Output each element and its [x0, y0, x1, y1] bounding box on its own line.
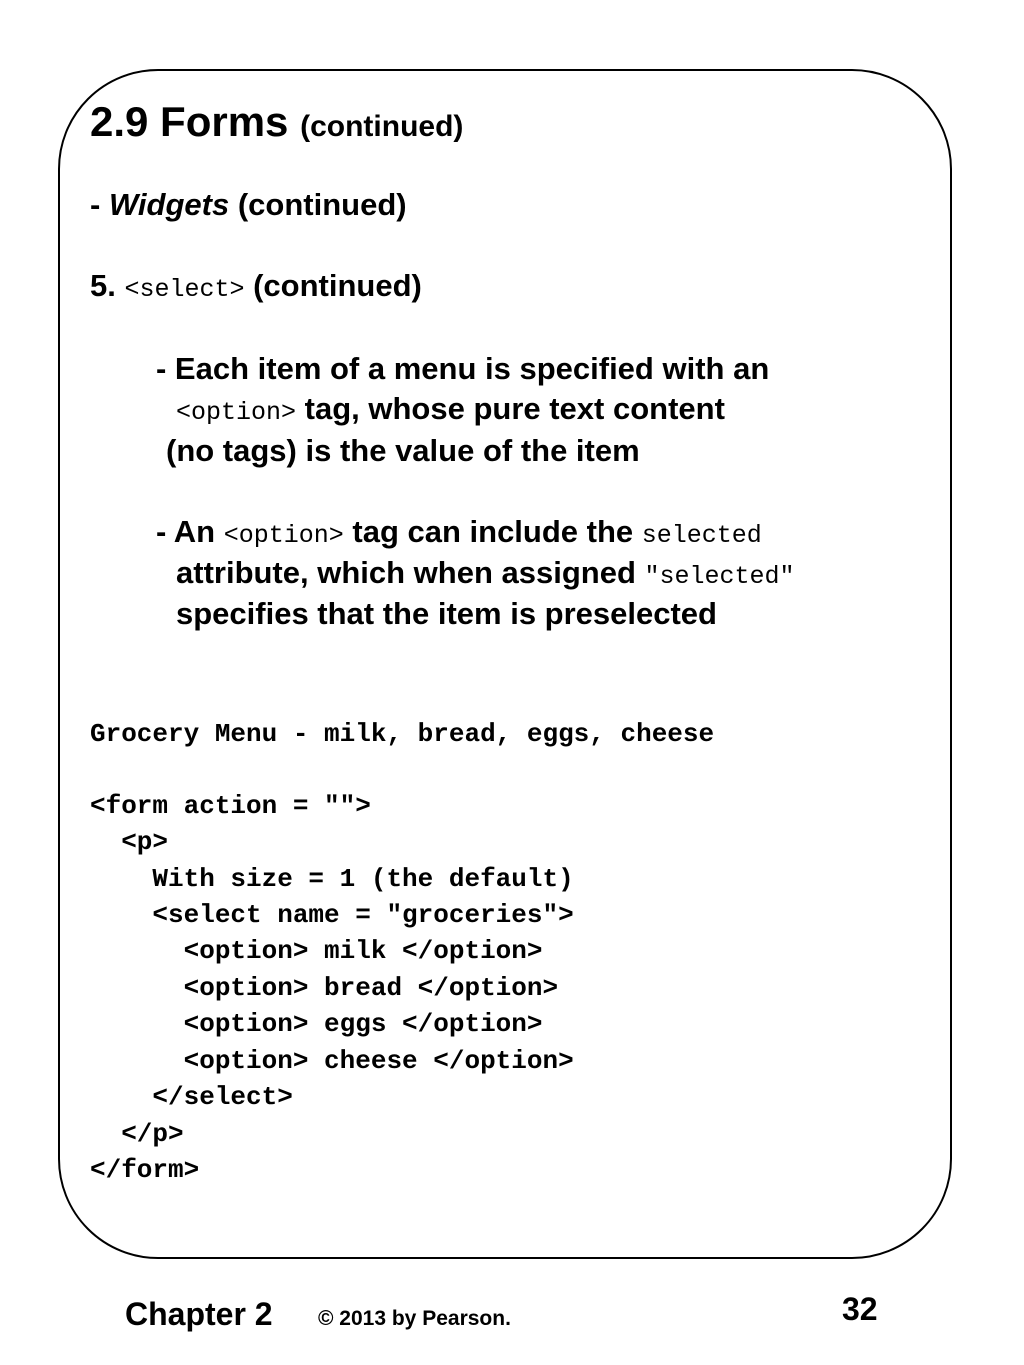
footer-copyright: © 2013 by Pearson. — [318, 1307, 511, 1330]
bullet2-line2-code: "selected" — [644, 562, 795, 591]
section-code: <select> — [124, 275, 245, 304]
footer-chapter: Chapter 2 — [125, 1296, 273, 1332]
bullet2-line1-text-a: - An — [156, 514, 224, 549]
subheading-italic: Widgets — [108, 187, 230, 222]
code-line: </form> — [90, 1155, 200, 1185]
bullet1-line1: - Each item of a menu is specified with an — [156, 351, 770, 386]
bullet1-line2-text: tag, whose pure text content — [296, 391, 725, 426]
section-suffix: (continued) — [244, 268, 422, 303]
bullet2-line2-text: attribute, which when assigned — [176, 555, 645, 590]
section-heading — [90, 266, 422, 310]
code-line: <form action = ""> — [90, 791, 371, 821]
code-line: <select name = "groceries"> — [90, 900, 574, 930]
code-line: <option> milk </option> — [90, 936, 543, 966]
section-number: 5. — [90, 268, 125, 303]
code-line: With size = 1 (the default) — [90, 864, 574, 894]
code-line: <p> — [90, 827, 169, 857]
code-line: <option> eggs </option> — [90, 1009, 543, 1039]
subheading-dash: - — [90, 187, 109, 222]
code-line: </p> — [90, 1119, 184, 1149]
subheading — [90, 185, 407, 225]
subheading-suffix: (continued) — [229, 187, 407, 222]
bullet1-line3: (no tags) is the value of the item — [166, 433, 640, 468]
slide-title-suffix: (continued) — [300, 110, 464, 143]
code-line: </select> — [90, 1082, 293, 1112]
bullet2-line1-code: <option> — [223, 521, 344, 550]
bullet1-line2 — [176, 389, 725, 433]
bullet1-line2-code: <option> — [176, 398, 297, 427]
code-line: <option> cheese </option> — [90, 1046, 574, 1076]
bullet2-line3: specifies that the item is preselected — [176, 596, 717, 631]
bullet2-line1-text-b: tag can include the — [343, 514, 642, 549]
slide-title — [90, 96, 463, 153]
code-line: <option> bread </option> — [90, 973, 559, 1003]
bullet2-line2 — [176, 553, 795, 597]
code-caption: Grocery Menu - milk, bread, eggs, cheese — [90, 719, 715, 749]
bullet2-line1-code-b: selected — [641, 521, 762, 550]
slide-title-main: 2.9 Forms — [90, 98, 289, 145]
bullet2-line1 — [156, 512, 762, 556]
footer-page-number: 32 — [842, 1291, 878, 1327]
